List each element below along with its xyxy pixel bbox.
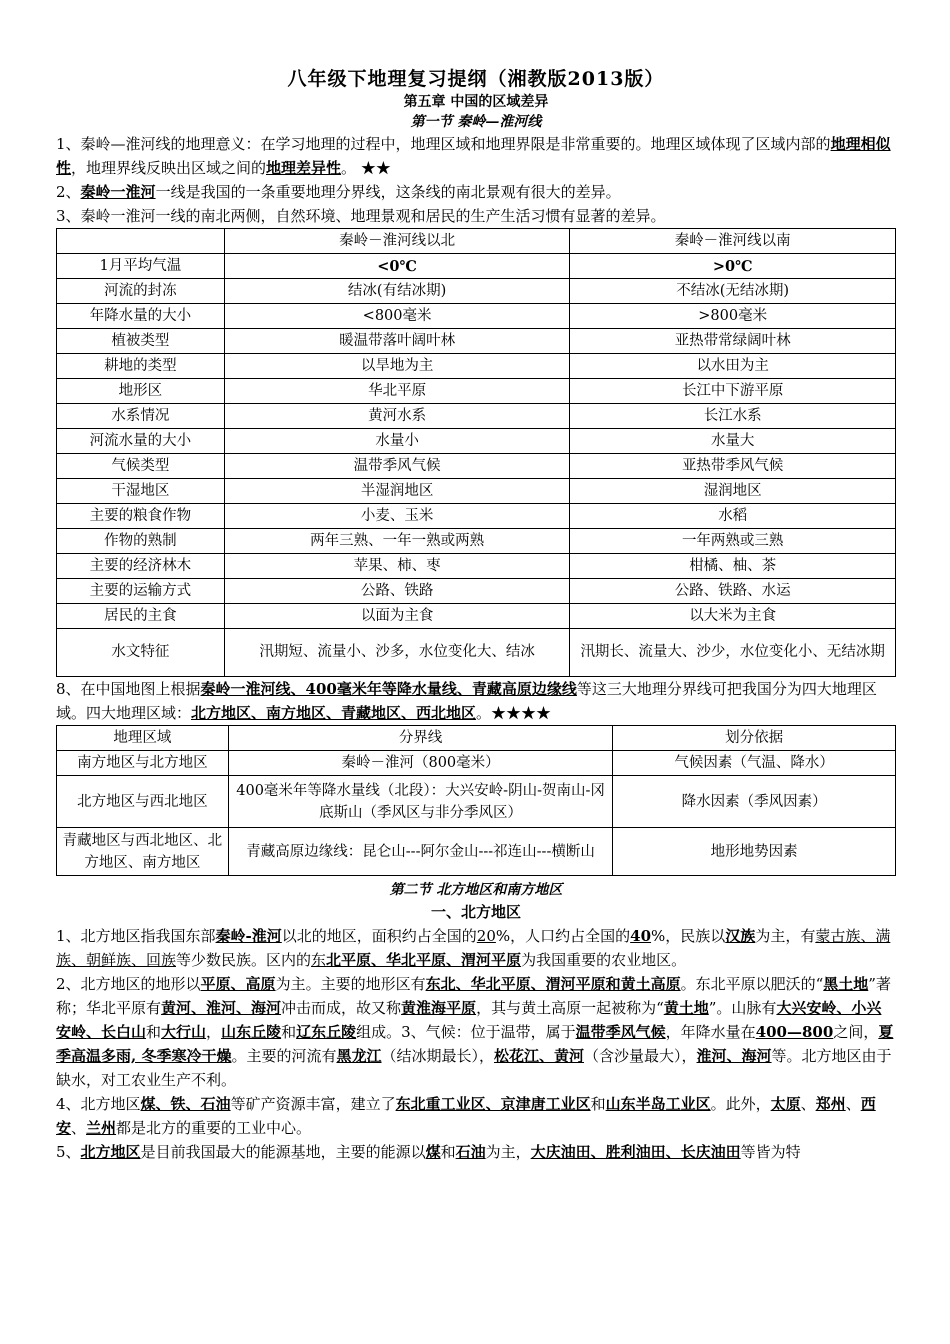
key-term: 黄淮海平原	[401, 999, 477, 1017]
key-term: 平原、高原	[200, 975, 276, 993]
table-row	[57, 828, 896, 876]
text: （含沙量最大），	[584, 1047, 697, 1065]
table-cell: 华北平原	[224, 379, 570, 404]
table-row	[57, 329, 896, 354]
text: 之间，	[833, 1023, 879, 1041]
comparison-table	[56, 228, 896, 677]
text: 和	[440, 1143, 456, 1161]
table-cell: 公路、铁路、水运	[570, 579, 896, 604]
document-title: 八年级下地理复习提纲（湘教版2013版）	[287, 68, 665, 90]
table-row	[57, 479, 896, 504]
table-cell: 长江水系	[570, 404, 896, 429]
key-term: 400—800	[755, 1023, 834, 1041]
table-row	[57, 354, 896, 379]
key-term: 北方地区、南方地区、青藏地区、西北地区	[191, 704, 477, 722]
key-term: 大兴安岭、小兴安岭、长白山	[56, 999, 882, 1041]
key-term: 黑龙江	[336, 1047, 382, 1065]
key-term: 辽东丘陵	[296, 1023, 357, 1041]
regions-table	[56, 725, 896, 876]
key-term: 40	[630, 927, 652, 945]
text: %，民族以	[651, 927, 726, 945]
key-term: 东北、华北平原、渭河平原和黄土高原	[425, 975, 681, 993]
key-term: 大庆油田、胜利油田、长庆油田	[530, 1143, 741, 1161]
table-row	[57, 554, 896, 579]
text: ，年降水量在	[665, 1023, 756, 1041]
text: 。★★★★	[476, 704, 552, 722]
north-paragraph-2	[56, 972, 896, 1092]
document-page	[56, 66, 896, 1164]
table-header-row	[57, 229, 896, 254]
paragraph-2	[56, 180, 896, 204]
table-cell: 年降水量的大小	[57, 304, 225, 329]
key-term: 北方地区	[80, 1143, 141, 1161]
key-term: 黄土地	[663, 999, 709, 1017]
text: 为我国重要的农业地区。	[521, 951, 687, 969]
table-row	[57, 629, 896, 677]
key-term: 黄河、淮河、海河	[161, 999, 282, 1017]
table-row	[57, 529, 896, 554]
text: ”著称；华北平原有	[56, 975, 891, 1017]
table-cell: 400毫米年等降水量线（北段）：大兴安岭-阴山-贺南山-冈底斯山（季风区与非分季风区）	[228, 776, 613, 828]
paragraph-3: 3、秦岭一淮河一线的南北两侧，自然环境、地理景观和居民的生产生活习惯有显著的差异。	[56, 207, 666, 225]
text: 等这三大地理分界线可把我国分为四大地理区域。四大地理区域：	[56, 680, 877, 722]
section-heading-1: 第一节 秦岭—淮河线	[410, 114, 542, 130]
text: 2、	[56, 183, 81, 201]
table-cell: 植被类型	[57, 329, 225, 354]
text: 和	[146, 1023, 162, 1041]
table-cell: 公路、铁路	[224, 579, 570, 604]
text: 。主要的河流有	[231, 1047, 337, 1065]
text: 组成。3、气候：位于温带，属于	[356, 1023, 576, 1041]
table-cell: 水稻	[570, 504, 896, 529]
north-paragraph-4	[56, 1092, 896, 1140]
table-cell: 耕地的类型	[57, 354, 225, 379]
table-cell: 青藏地区与西北地区、北方地区、南方地区	[57, 828, 229, 876]
key-term: 地理差异性	[266, 159, 342, 177]
table-row	[57, 404, 896, 429]
table-cell: 水量大	[570, 429, 896, 454]
text: 都是北方的重要的工业中心。	[116, 1119, 312, 1137]
key-term: 西安	[56, 1095, 876, 1137]
text: 为主。主要的地形区有	[275, 975, 426, 993]
table-cell: 汛期长、流量大、沙少，水位变化小、无结冰期	[570, 629, 896, 677]
key-term: 大行山	[161, 1023, 207, 1041]
table-cell: 水量小	[224, 429, 570, 454]
table-cell: 降水因素（季风因素）	[613, 776, 896, 828]
key-term: 黑土地	[823, 975, 869, 993]
table-row	[57, 254, 896, 279]
table-cell: 苹果、柿、枣	[224, 554, 570, 579]
table-row	[57, 304, 896, 329]
table-cell: 水文特征	[57, 629, 225, 677]
table-cell: 主要的运输方式	[57, 579, 225, 604]
table-row	[57, 279, 896, 304]
table-cell: <800毫米	[224, 304, 570, 329]
text: 是目前我国最大的能源基地，主要的能源以	[140, 1143, 426, 1161]
table-row	[57, 504, 896, 529]
key-term: 秦岭-淮河	[215, 927, 282, 945]
table-cell: 以面为主食	[224, 604, 570, 629]
text: 2、北方地区的地形以	[56, 975, 201, 993]
table-cell: 北方地区与西北地区	[57, 776, 229, 828]
text: 等少数民族。区内的	[176, 951, 312, 969]
key-term: 石油	[455, 1143, 486, 1161]
section-heading-2: 第二节 北方地区和南方地区	[389, 882, 563, 898]
subsection-heading: 一、北方地区	[430, 903, 521, 921]
table-cell: 河流水量的大小	[57, 429, 225, 454]
text: （结冰期最长），	[381, 1047, 494, 1065]
table-cell: 温带季风气候	[224, 454, 570, 479]
text: ，其与黄土高原一起被称为“	[476, 999, 664, 1017]
table-cell: 主要的粮食作物	[57, 504, 225, 529]
table-header-row	[57, 726, 896, 751]
key-term: 东	[311, 951, 327, 969]
table-cell: 半湿润地区	[224, 479, 570, 504]
table-row	[57, 429, 896, 454]
table-header-cell: 地理区域	[57, 726, 229, 751]
table-cell: 结冰(有结冰期)	[224, 279, 570, 304]
text: 等矿产资源丰富，建立了	[230, 1095, 396, 1113]
text: 以北的地区，面积约占全国的	[281, 927, 477, 945]
table-cell: 秦岭－淮河（800毫米）	[228, 751, 613, 776]
table-header-cell: 秦岭－淮河线以南	[570, 229, 896, 254]
table-cell: 水系情况	[57, 404, 225, 429]
table-row	[57, 751, 896, 776]
text: 4、北方地区	[56, 1095, 141, 1113]
table-cell: 南方地区与北方地区	[57, 751, 229, 776]
table-row	[57, 579, 896, 604]
text: 1、秦岭—淮河线的地理意义：在学习地理的过程中，地理区域和地理界限是非常重要的。地理区域体现了区域内部的	[56, 135, 831, 153]
key-term: 煤、铁、石油	[140, 1095, 231, 1113]
chapter-heading: 第五章 中国的区域差异	[403, 94, 549, 110]
text: ，	[206, 1023, 222, 1041]
table-row	[57, 604, 896, 629]
table-cell: 主要的经济林木	[57, 554, 225, 579]
text: 等。北方地区由于缺水，对工农业生产不利。	[56, 1047, 892, 1089]
table-cell: >0℃	[570, 254, 896, 279]
table-row	[57, 776, 896, 828]
north-paragraph-5	[56, 1140, 896, 1164]
table-header-cell	[57, 229, 225, 254]
table-cell: 居民的主食	[57, 604, 225, 629]
table-row	[57, 379, 896, 404]
text: 冲击而成，故又称	[281, 999, 402, 1017]
table-cell: 长江中下游平原	[570, 379, 896, 404]
key-term: 温带季风气候	[575, 1023, 666, 1041]
paragraph-1	[56, 132, 896, 180]
table-cell: 亚热带季风气候	[570, 454, 896, 479]
key-term: 太原	[770, 1095, 801, 1113]
table-cell: 一年两熟或三熟	[570, 529, 896, 554]
table-cell: 小麦、玉米	[224, 504, 570, 529]
table-header-cell: 分界线	[228, 726, 613, 751]
key-term: 北平原、华北平原、渭河平原	[326, 951, 522, 969]
text: 和	[590, 1095, 606, 1113]
table-cell: 不结冰(无结冰期)	[570, 279, 896, 304]
key-term: 蒙古族、满族、朝鲜族、回族	[56, 927, 891, 969]
key-term: 秦岭一淮河线、400毫米年等降水量线、青藏高原边缘线	[200, 680, 577, 698]
table-cell: 以旱地为主	[224, 354, 570, 379]
key-term: 地理相似性	[56, 135, 891, 177]
table-cell: 作物的熟制	[57, 529, 225, 554]
text: 为主，有	[755, 927, 816, 945]
table-cell: 汛期短、流量小、沙多，水位变化大、结冰	[224, 629, 570, 677]
key-term: 秦岭一淮河	[80, 183, 156, 201]
key-term: 松花江、黄河	[494, 1047, 585, 1065]
table-cell: 黄河水系	[224, 404, 570, 429]
table-cell: 两年三熟、一年一熟或两熟	[224, 529, 570, 554]
table-header-cell: 划分依据	[613, 726, 896, 751]
text: 、	[71, 1119, 87, 1137]
text: 。东北平原以肥沃的“	[680, 975, 824, 993]
key-term: 汉族	[725, 927, 756, 945]
text: 。此外，	[710, 1095, 771, 1113]
key-term: 山东半岛工业区	[605, 1095, 711, 1113]
text: 。 ★★	[341, 159, 391, 177]
text: 1、北方地区指我国东部	[56, 927, 216, 945]
text: 一线是我国的一条重要地理分界线，这条线的南北景观有很大的差异。	[155, 183, 621, 201]
north-paragraph-1	[56, 924, 896, 972]
paragraph-8	[56, 677, 896, 725]
table-cell: 气候因素（气温、降水）	[613, 751, 896, 776]
text: 和	[281, 1023, 297, 1041]
key-term: 郑州	[815, 1095, 846, 1113]
key-term: 山东丘陵	[221, 1023, 282, 1041]
text: ”。山脉有	[708, 999, 777, 1017]
key-term: 夏季高温多雨, 冬季寒冷干燥	[56, 1023, 894, 1065]
key-term: 东北重工业区、京津唐工业区	[395, 1095, 591, 1113]
key-term: 淮河、海河	[696, 1047, 772, 1065]
table-row	[57, 454, 896, 479]
text: 、	[800, 1095, 816, 1113]
text: 、	[845, 1095, 861, 1113]
table-cell: 柑橘、柚、茶	[570, 554, 896, 579]
key-term: 20	[476, 927, 496, 945]
table-cell: 地形地势因素	[613, 828, 896, 876]
table-cell: 地形区	[57, 379, 225, 404]
key-term: 煤	[425, 1143, 441, 1161]
table-cell: 以水田为主	[570, 354, 896, 379]
table-cell: >800毫米	[570, 304, 896, 329]
text: %，人口约占全国的	[495, 927, 631, 945]
table-cell: 气候类型	[57, 454, 225, 479]
table-cell: 亚热带常绿阔叶林	[570, 329, 896, 354]
text: ，地理界线反映出区域之间的	[71, 159, 267, 177]
table-cell: <0℃	[224, 254, 570, 279]
table-cell: 青藏高原边缘线：昆仑山---阿尔金山---祁连山---横断山	[228, 828, 613, 876]
text: 8、在中国地图上根据	[56, 680, 201, 698]
table-cell: 干湿地区	[57, 479, 225, 504]
table-cell: 湿润地区	[570, 479, 896, 504]
table-header-cell: 秦岭－淮河线以北	[224, 229, 570, 254]
table-cell: 以大米为主食	[570, 604, 896, 629]
table-cell: 暖温带落叶阔叶林	[224, 329, 570, 354]
table-cell: 河流的封冻	[57, 279, 225, 304]
key-term: 兰州	[86, 1119, 117, 1137]
text: 5、	[56, 1143, 81, 1161]
table-cell: 1月平均气温	[57, 254, 225, 279]
text: 等皆为特	[740, 1143, 801, 1161]
text: 为主，	[485, 1143, 531, 1161]
